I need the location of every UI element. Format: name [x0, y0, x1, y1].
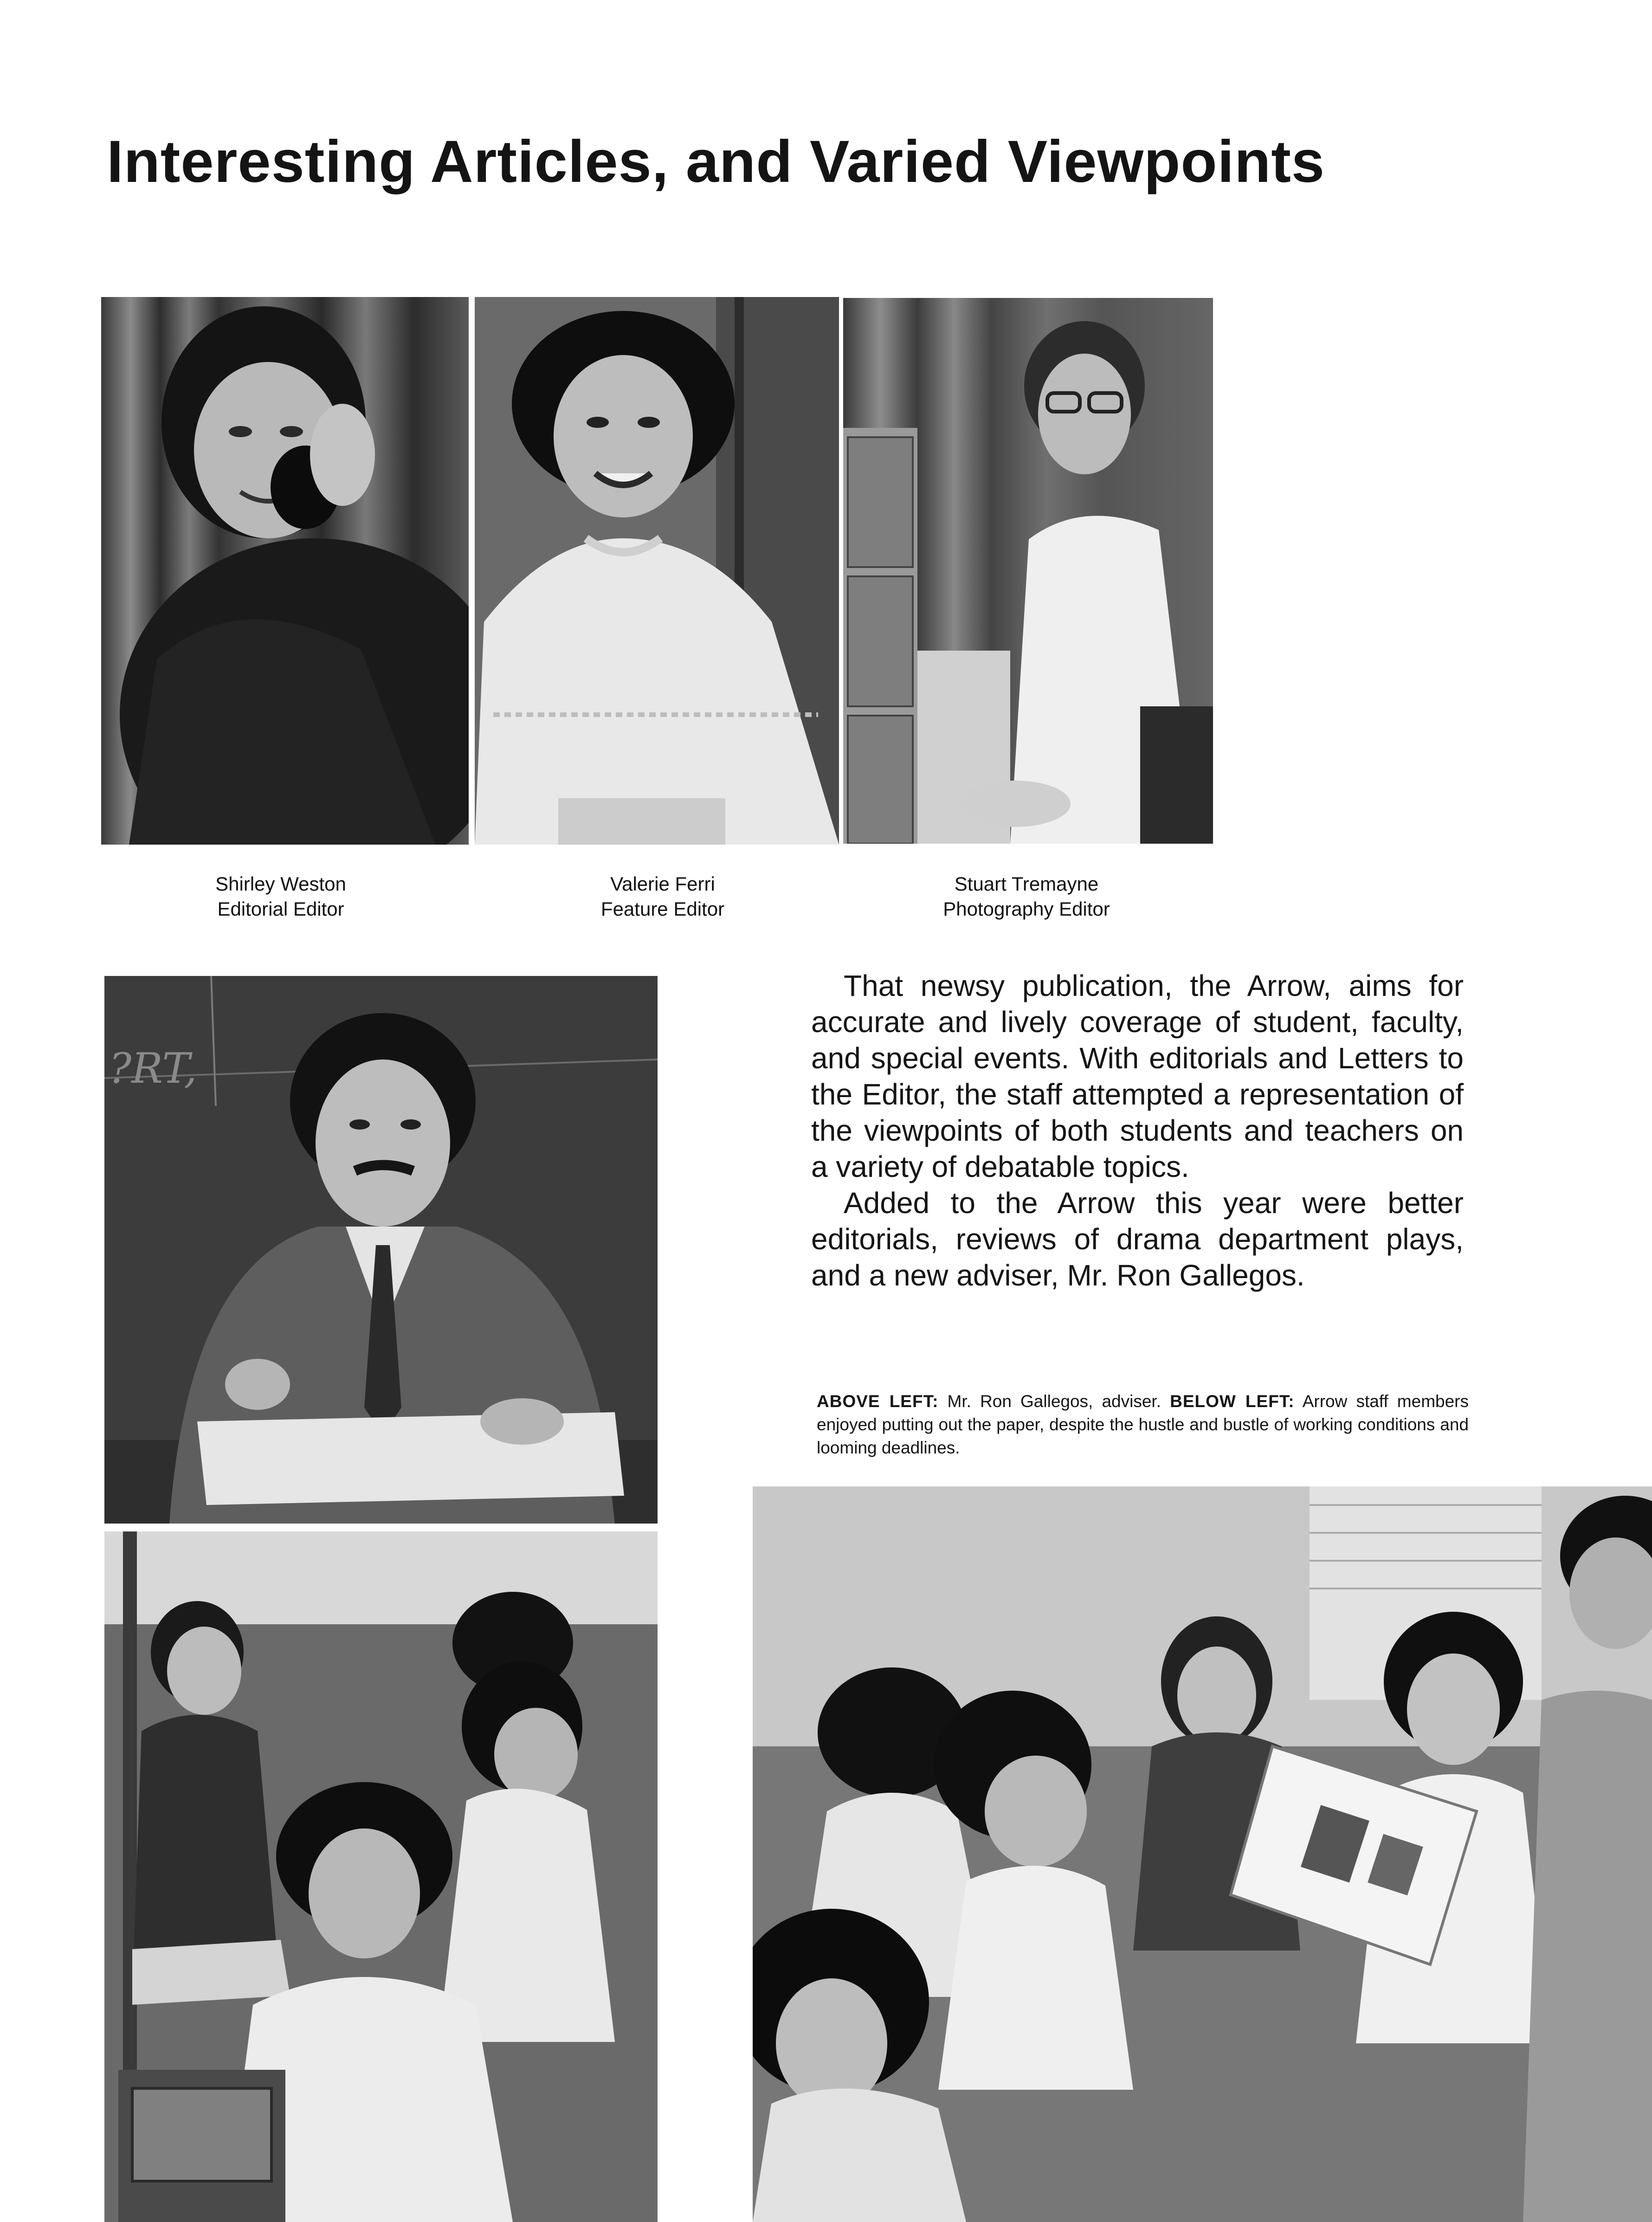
caption-text-above-left: Mr. Ron Gallegos, adviser.: [938, 1392, 1170, 1411]
staff-group-photo: [753, 1486, 1652, 2222]
staff-name: Valerie Ferri: [610, 873, 715, 895]
staff-working-photo: [104, 1531, 658, 2222]
page-title: Interesting Articles, and Varied Viewpoints: [107, 129, 1325, 195]
portrait-photo-stuart-tremayne: [843, 298, 1213, 844]
staff-name: Shirley Weston: [215, 873, 346, 895]
portrait-photo-valerie-ferri: [475, 297, 839, 845]
staff-role: Photography Editor: [943, 898, 1110, 920]
article-paragraph: Added to the Arrow this year were better editorials, reviews of drama department plays, and a new adviser, Mr. Ron Gallegos.: [811, 1186, 1464, 1292]
caption-label-below-left: BELOW LEFT:: [1170, 1392, 1295, 1411]
staff-role: Feature Editor: [600, 898, 725, 920]
staff-role: Editorial Editor: [217, 898, 344, 920]
portrait-photo-shirley-weston: [101, 297, 469, 845]
portrait-caption-stuart-tremayne: [887, 872, 1166, 922]
caption-text-below-left: Arrow staff members enjoyed putting out the paper, despite the hustle and bustle of working conditions and looming deadlines.: [817, 1392, 1469, 1457]
photo-caption: [817, 1390, 1469, 1460]
adviser-photo: [104, 976, 658, 1524]
caption-label-above-left: ABOVE LEFT:: [817, 1392, 939, 1411]
article-body: [811, 968, 1464, 1293]
svg-text:?RT,: ?RT,: [109, 1044, 197, 1093]
portrait-caption-shirley-weston: [142, 872, 420, 922]
staff-name: Stuart Tremayne: [954, 873, 1099, 895]
portrait-caption-valerie-ferri: [523, 872, 802, 922]
article-paragraph: That newsy publication, the Arrow, aims for accurate and lively coverage of student, faculty, and special events. With editorials and Letters to the Editor, the staff attempted a representation of the viewpoints of both students and teachers on a variety of debatable topics.: [811, 969, 1464, 1183]
